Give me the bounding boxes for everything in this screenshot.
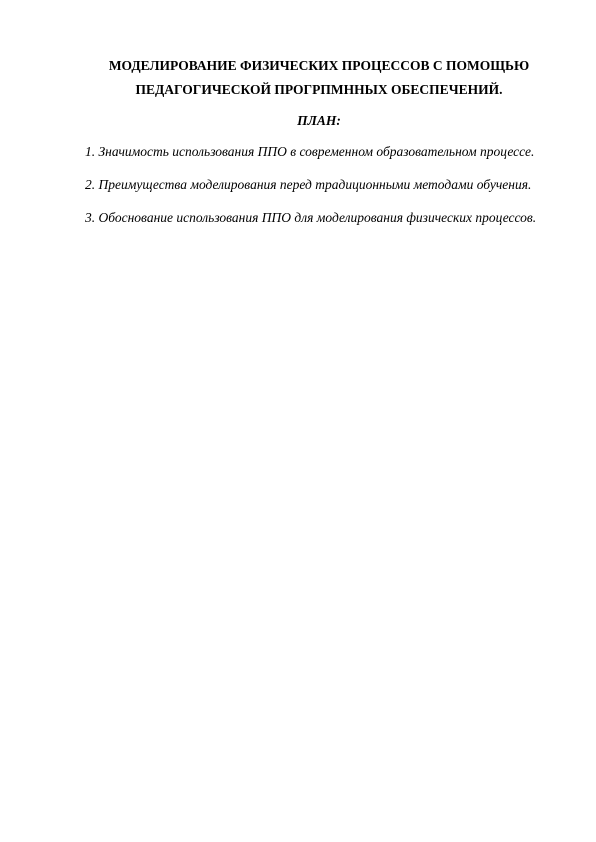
document-title	[85, 54, 553, 102]
plan-item: 3. Обоснование использования ППО для моделирования физических процессов.	[85, 210, 537, 225]
document-content	[85, 54, 553, 230]
plan-heading: ПЛАН:	[297, 113, 341, 128]
plan-item: 2. Преимущества моделирования перед традиционными методами обучения.	[85, 177, 532, 192]
plan-list	[85, 140, 553, 230]
title-line-1: МОДЕЛИРОВАНИЕ ФИЗИЧЕСКИХ ПРОЦЕССОВ С ПОМОЩЬЮ	[108, 58, 530, 73]
plan-item: 1. Значимость использования ППО в современном образовательном процессе.	[85, 144, 535, 159]
title-line-2: ПЕДАГОГИЧЕСКОЙ ПРОГРПМННЫХ ОБЕСПЕЧЕНИЙ.	[135, 82, 503, 97]
